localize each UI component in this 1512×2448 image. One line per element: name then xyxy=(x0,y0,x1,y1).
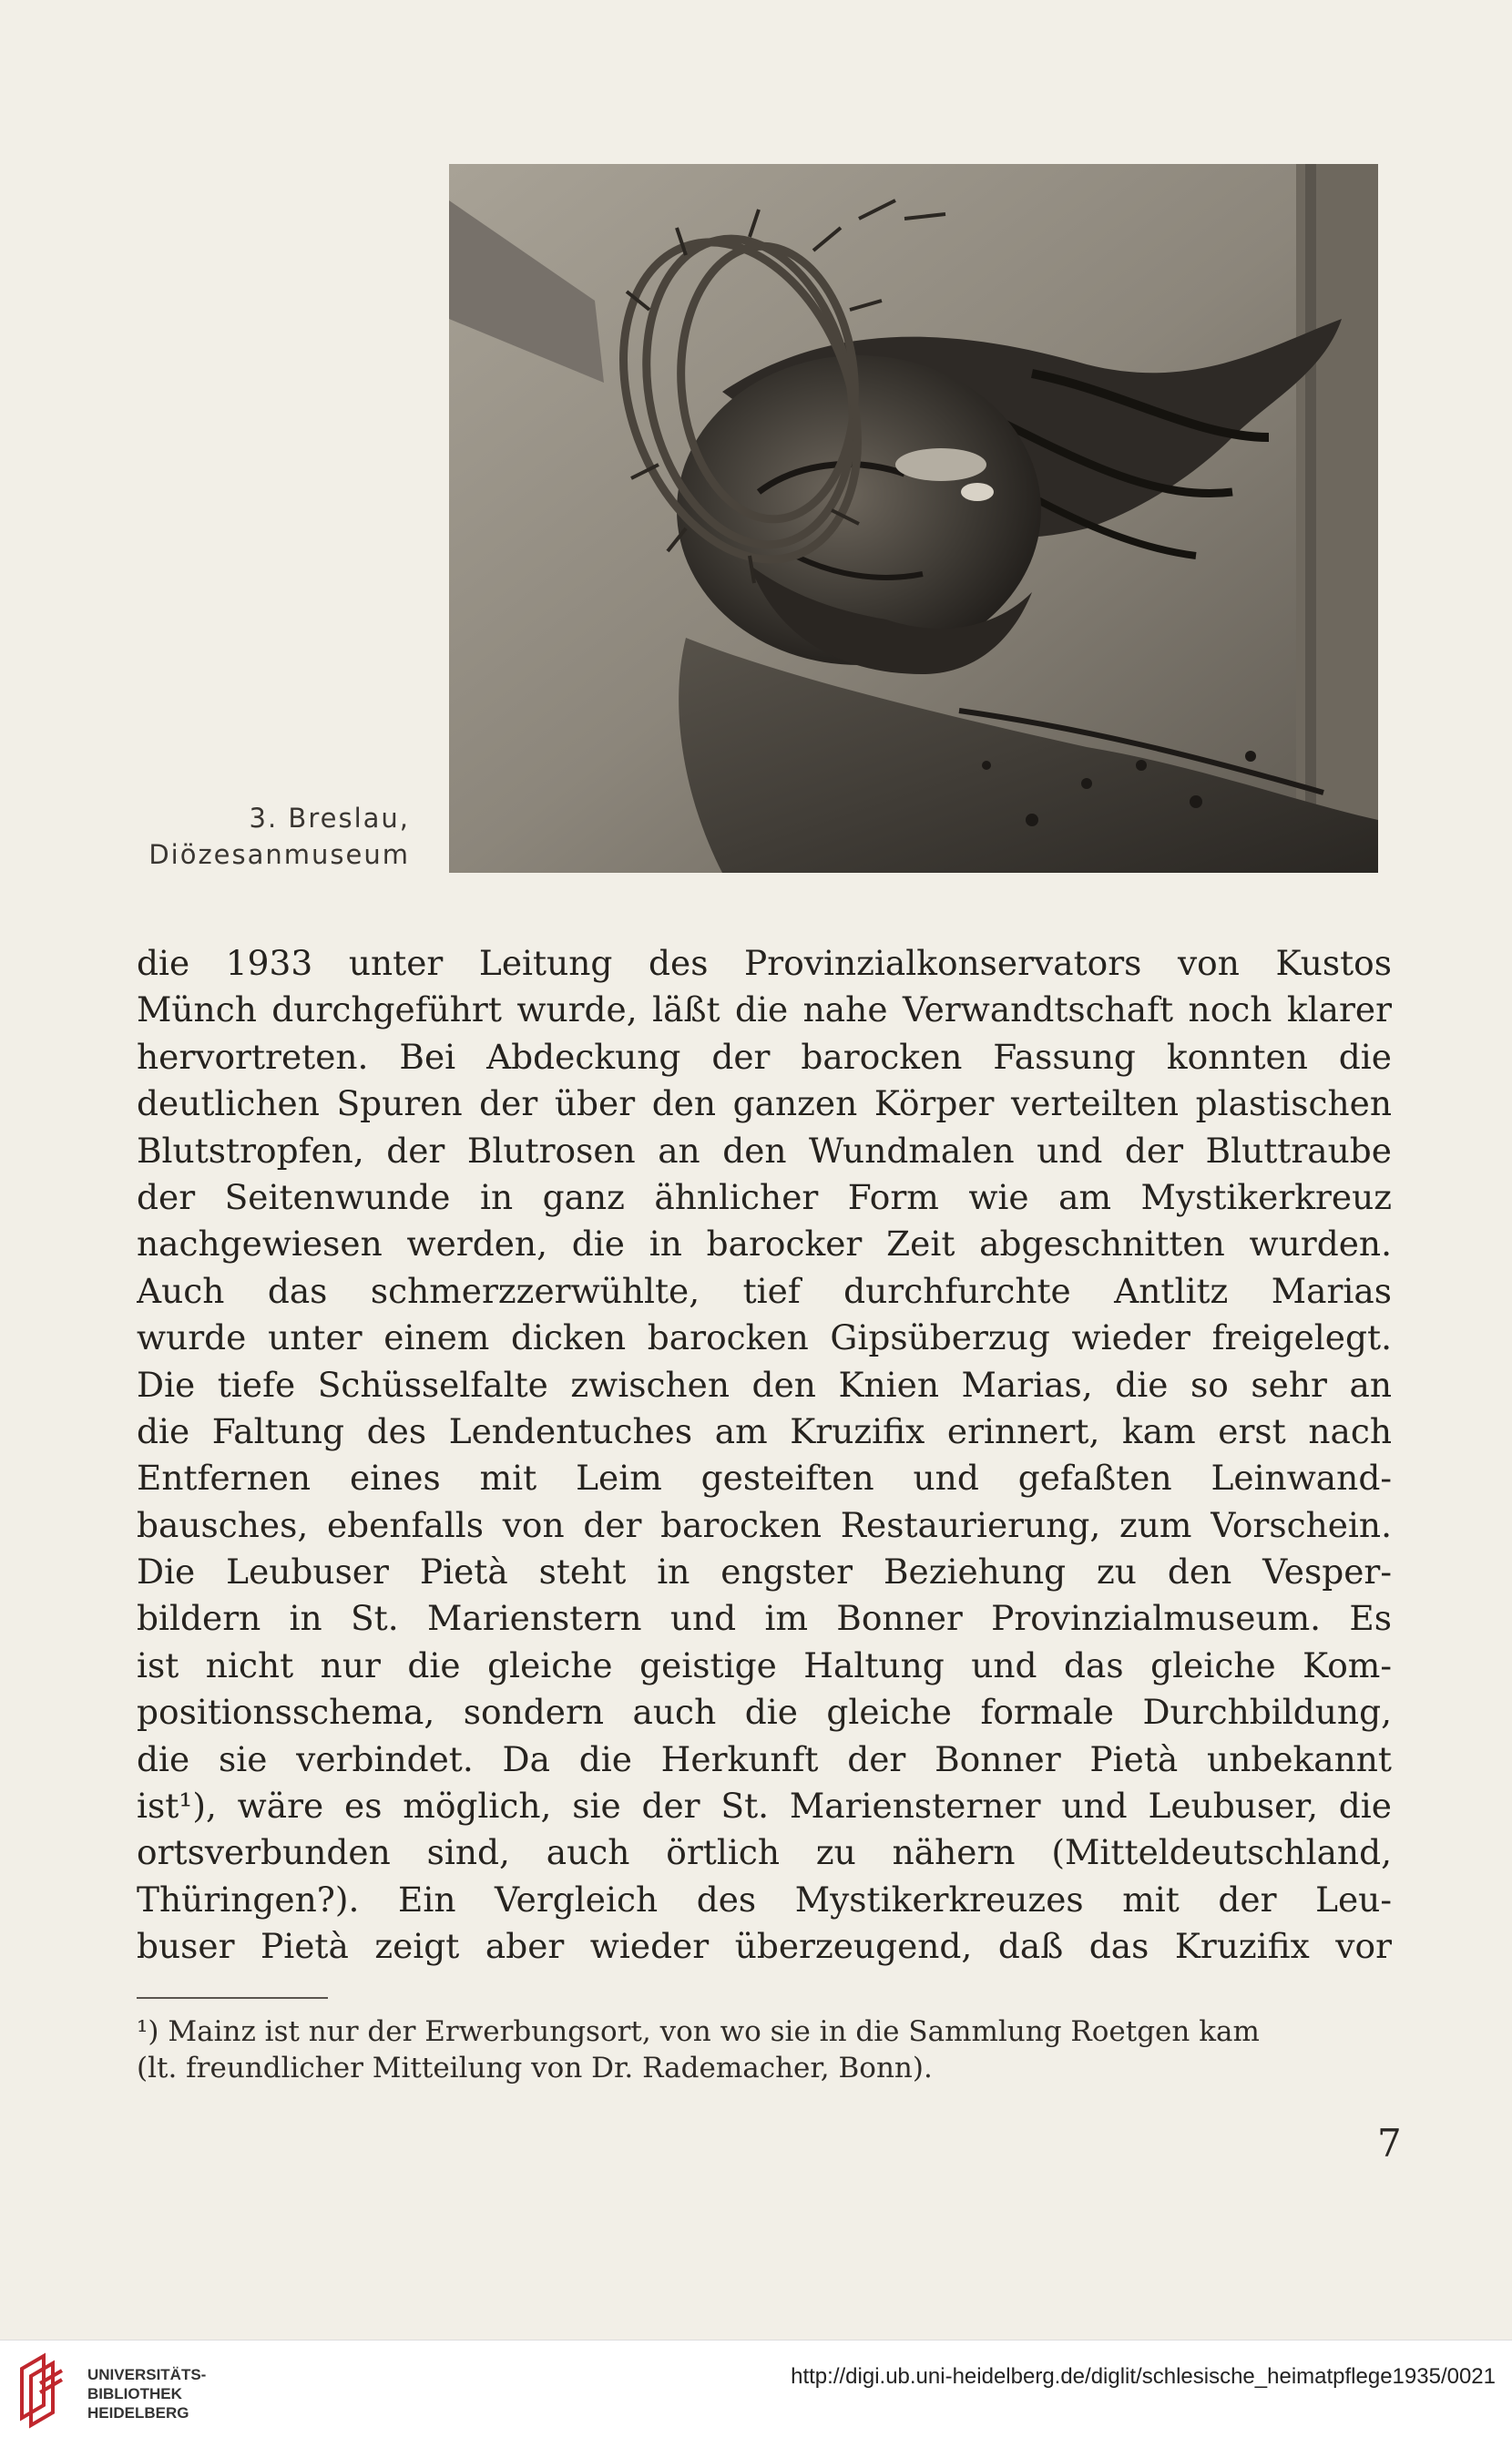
source-url-link[interactable]: http://digi.ub.uni-heidelberg.de/diglit/schlesische_heimatpflege1935/0021 xyxy=(791,2364,1496,2389)
footnote-line: ¹) Mainz ist nur der Erwerbungsort, von wo sie in die Sammlung Roetgen kam xyxy=(137,2015,1260,2048)
text-line: der Seitenwunde in ganz ähnlicher Form wie am Mystikerkreuz xyxy=(137,1176,1392,1217)
body-text xyxy=(137,940,1392,1971)
text-line: buser Pietà zeigt aber wieder überzeugend, daß das Kruzifix vor xyxy=(137,1926,1392,1967)
text-line: ist¹), wäre es möglich, sie der St. Mariensterner und Leubuser, die xyxy=(137,1786,1392,1827)
page-number: 7 xyxy=(1377,2121,1402,2166)
text-line: bausches, ebenfalls von der barocken Restaurierung, zum Vorschein. xyxy=(137,1504,1392,1545)
text-line: ortsverbunden sind, auch örtlich zu nähern (Mitteldeutschland, xyxy=(137,1832,1392,1873)
text-line: nachgewiesen werden, die in barocker Zeit abgeschnitten wurden. xyxy=(137,1224,1392,1265)
text-line: Die tiefe Schüsselfalte zwischen den Knien Marias, die so sehr an xyxy=(137,1364,1392,1405)
text-line: positionsschema, sondern auch die gleiche formale Durchbildung, xyxy=(137,1692,1392,1733)
footnote-line: (lt. freundlicher Mitteilung von Dr. Rademacher, Bonn). xyxy=(137,2052,933,2084)
text-line: wurde unter einem dicken barocken Gipsüberzug wieder freigelegt. xyxy=(137,1317,1392,1358)
library-name-line: BIBLIOTHEK xyxy=(87,2385,182,2402)
text-line: bildern in St. Marienstern und im Bonner Provinzialmuseum. Es xyxy=(137,1598,1392,1639)
text-line: Die Leubuser Pietà steht in engster Beziehung zu den Vesper- xyxy=(137,1552,1392,1593)
text-line: die Faltung des Lendentuches am Kruzifix erinnert, kam erst nach xyxy=(137,1410,1392,1451)
footnote xyxy=(137,2013,1403,2086)
footer-bar xyxy=(0,2340,1512,2448)
text-line: ist nicht nur die gleiche geistige Haltung und das gleiche Kom- xyxy=(137,1644,1392,1685)
library-name-line: HEIDELBERG xyxy=(87,2404,189,2422)
caption-line: Diözesanmuseum xyxy=(148,839,410,870)
library-name[interactable] xyxy=(87,2365,206,2422)
text-line: Auch das schmerzzerwühlte, tief durchfurchte Antlitz Marias xyxy=(137,1270,1392,1311)
text-line: hervortreten. Bei Abdeckung der barocken Fassung konnten die xyxy=(137,1036,1392,1077)
library-logo-icon[interactable] xyxy=(16,2351,77,2429)
text-line: die 1933 unter Leitung des Provinzialkonservators von Kustos xyxy=(137,943,1392,983)
text-line: die sie verbindet. Da die Herkunft der Bonner Pietà unbekannt xyxy=(137,1738,1392,1779)
text-line: Blutstropfen, der Blutrosen an den Wundmalen und der Bluttraube xyxy=(137,1130,1392,1171)
footnote-divider xyxy=(137,1997,328,1999)
library-name-line: UNIVERSITÄTS- xyxy=(87,2366,207,2383)
figure-photo xyxy=(449,164,1378,873)
figure-caption xyxy=(109,800,410,873)
text-line: deutlichen Spuren der über den ganzen Körper verteilten plastischen xyxy=(137,1083,1392,1124)
caption-line: 3. Breslau, xyxy=(249,803,410,834)
text-line: Thüringen?). Ein Vergleich des Mystikerkreuzes mit der Leu- xyxy=(137,1879,1392,1920)
text-line: Entfernen eines mit Leim gesteiften und gefaßten Leinwand- xyxy=(137,1458,1392,1499)
text-line: Münch durchgeführt wurde, läßt die nahe Verwandtschaft noch klarer xyxy=(137,989,1392,1030)
crucifix-head-image xyxy=(449,164,1378,873)
